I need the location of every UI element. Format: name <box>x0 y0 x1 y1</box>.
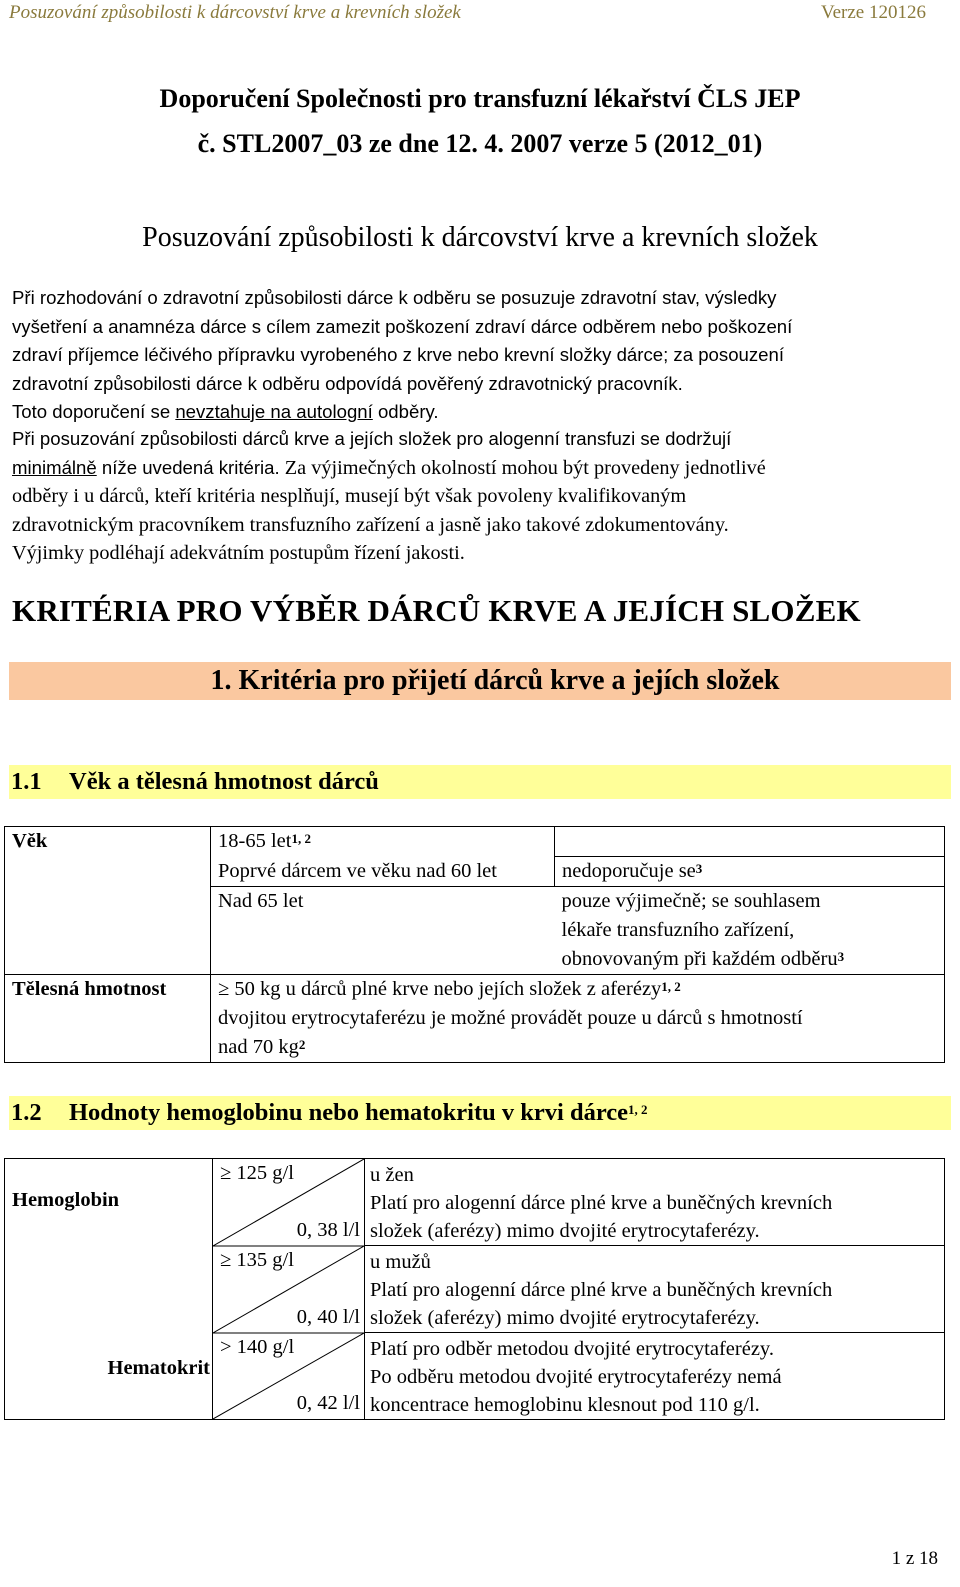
hemoglobin-label: Hemoglobin <box>12 1189 120 1211</box>
notes-column <box>365 1159 944 1419</box>
hematocrit-label: Hematokrit <box>107 1357 210 1379</box>
ht-value: 0, 40 l/l <box>296 1306 360 1328</box>
value-column <box>213 1159 365 1419</box>
first-donor: Poprvé dárcem ve věku nad 60 let <box>218 859 497 882</box>
note-line: složek (aferézy) mimo dvojité erytrocytaferézy. <box>370 1220 760 1242</box>
ht-value: 0, 42 l/l <box>296 1392 360 1414</box>
note-line: koncentrace hemoglobinu klesnout pod 110 g/l. <box>370 1394 760 1416</box>
hemoglobin-table <box>4 1158 945 1420</box>
age-label-cell <box>5 827 211 857</box>
age-weight-table <box>4 826 945 1063</box>
criteria-underlined: minimálně <box>12 456 97 478</box>
footnote-ref: 3 <box>695 861 703 876</box>
over65-cell <box>211 887 555 975</box>
criteria-line: Při posuzování způsobilosti dárců krve a jejích složek pro alogenní transfuzi se dodržují <box>12 428 732 449</box>
section-title: Hodnoty hemoglobinu nebo hematokritu v krvi dárce <box>69 1099 629 1126</box>
note-line: složek (aferézy) mimo dvojité erytrocytaferézy. <box>370 1307 760 1329</box>
hb-value: ≥ 135 g/l <box>220 1249 294 1271</box>
intro-line: zdraví příjemce léčivého přípravku vyrobeného z krve nebo krevní složky dárce; za posouzení <box>12 344 785 365</box>
first-donor-note-text: nedoporučuje se <box>562 860 696 882</box>
criteria-line <box>12 454 949 483</box>
over65-note-line <box>555 945 945 974</box>
footnote-ref: 2 <box>298 1037 306 1052</box>
weight-cell <box>211 975 945 1063</box>
note-row <box>365 1333 944 1419</box>
recommendation-title-line2: č. STL2007_03 ze dne 12. 4. 2007 verze 5 (2012_01) <box>197 129 763 158</box>
weight-line <box>211 975 944 1004</box>
section-title: Věk a tělesná hmotnost dárců <box>69 768 379 795</box>
section-1-title: 1. Kritéria pro přijetí dárců krve a jejích složek <box>210 665 780 696</box>
intro-line: zdravotní způsobilosti dárce k odběru odpovídá pověřený zdravotnický pracovník. <box>12 372 683 394</box>
label-column <box>5 1159 213 1419</box>
intro-line: vyšetření a anamnéza dárce s cílem zamezit poškození zdraví dárce odběrem nebo poškození <box>12 315 793 337</box>
spacer-cell <box>5 857 211 887</box>
criteria-text: Za výjimečných okolností mohou být provedeny jednotlivé <box>279 456 766 479</box>
footnote-ref: 1, 2 <box>628 1102 648 1117</box>
running-title: Posuzování způsobilosti k dárcovství krve a krevních složek <box>9 2 461 23</box>
age-range <box>211 827 554 856</box>
section-1-heading <box>9 662 951 700</box>
criteria-line: Výjimky podléhají adekvátním postupům řízení jakosti. <box>12 542 465 564</box>
ht-value: 0, 38 l/l <box>296 1219 360 1241</box>
first-donor-cell <box>211 857 555 887</box>
criteria-line: odběry i u dárců, kteří kritéria nesplňují, musejí být však povoleny kvalifikovaným <box>12 485 687 507</box>
note-line: u žen <box>370 1164 414 1186</box>
page-number: 1 z 18 <box>891 1548 938 1569</box>
hb-value: > 140 g/l <box>220 1336 295 1358</box>
empty-cell <box>555 827 945 857</box>
spacer-cell <box>5 887 211 975</box>
first-donor-note-cell <box>555 857 945 887</box>
ge-sign: ≥ <box>218 978 230 1000</box>
criteria-paragraph <box>12 425 949 568</box>
section-1-1-heading <box>9 765 951 799</box>
weight-line <box>211 1033 944 1062</box>
age-range-cell <box>211 827 555 857</box>
note-text: odběry. <box>372 401 439 422</box>
weight-label: Tělesná hmotnost <box>12 978 167 1000</box>
weight-text: 50 kg u dárců plné krve nebo jejích složek z aferézy <box>229 978 662 1000</box>
section-number: 1.2 <box>11 1099 42 1126</box>
footnote-ref: 1, 2 <box>291 831 311 846</box>
weight-line: dvojitou erytrocytaferézu je možné provádět pouze u dárců s hmotností <box>218 1007 803 1029</box>
recommendation-title-line1: Doporučení Společnosti pro transfuzní lékařství ČLS JEP <box>159 84 801 113</box>
intro-paragraph <box>12 284 949 398</box>
weight-label-cell <box>5 975 211 1063</box>
hb-value: ≥ 125 g/l <box>220 1162 294 1184</box>
note-line: Platí pro odběr metodou dvojité erytrocytaferézy. <box>370 1338 774 1360</box>
note-text: Toto doporučení se <box>12 401 176 422</box>
note-line: Platí pro alogenní dárce plné krve a buněčných krevních <box>370 1279 833 1301</box>
criteria-heading: KRITÉRIA PRO VÝBĚR DÁRCŮ KRVE A JEJÍCH SLOŽEK <box>12 593 861 628</box>
section-number: 1.1 <box>11 768 42 795</box>
first-donor-note <box>555 857 944 886</box>
note-underlined: nevztahuje na autologní <box>175 401 373 422</box>
note-line: Platí pro alogenní dárce plné krve a buněčných krevních <box>370 1192 833 1214</box>
over65-note-text: obnovovaným při každém odběru <box>561 948 838 970</box>
diagonal-dividers <box>213 1159 364 1419</box>
weight-text: nad 70 kg <box>218 1036 299 1058</box>
intro-line: Při rozhodování o zdravotní způsobilosti dárce k odběru se posuzuje zdravotní stav, výsledky <box>12 287 777 308</box>
section-1-2-heading <box>9 1096 951 1130</box>
over65-note-line: pouze výjimečně; se souhlasem <box>561 890 821 912</box>
criteria-line: zdravotnickým pracovníkem transfuzního zařízení a jasně jako takové zdokumentovány. <box>12 513 729 536</box>
criteria-text: níže uvedená kritéria. <box>96 456 280 478</box>
footnote-ref: 3 <box>837 949 845 964</box>
version-label: Verze 120126 <box>821 2 926 23</box>
over65-note-cell <box>555 887 945 975</box>
note-row <box>365 1246 944 1333</box>
document-title: Posuzování způsobilosti k dárcovství krve a krevních složek <box>142 222 818 253</box>
over65-note-line: lékaře transfuzního zařízení, <box>561 919 795 941</box>
note-line: u mužů <box>370 1251 431 1273</box>
note-row <box>365 1159 944 1246</box>
age-label: Věk <box>12 830 48 852</box>
age-range-text: 18-65 let <box>218 830 292 852</box>
autologous-note <box>12 398 949 427</box>
note-line: Po odběru metodou dvojité erytrocytaferézy nemá <box>370 1366 782 1388</box>
over65: Nad 65 let <box>218 890 304 912</box>
footnote-ref: 1, 2 <box>661 979 681 994</box>
